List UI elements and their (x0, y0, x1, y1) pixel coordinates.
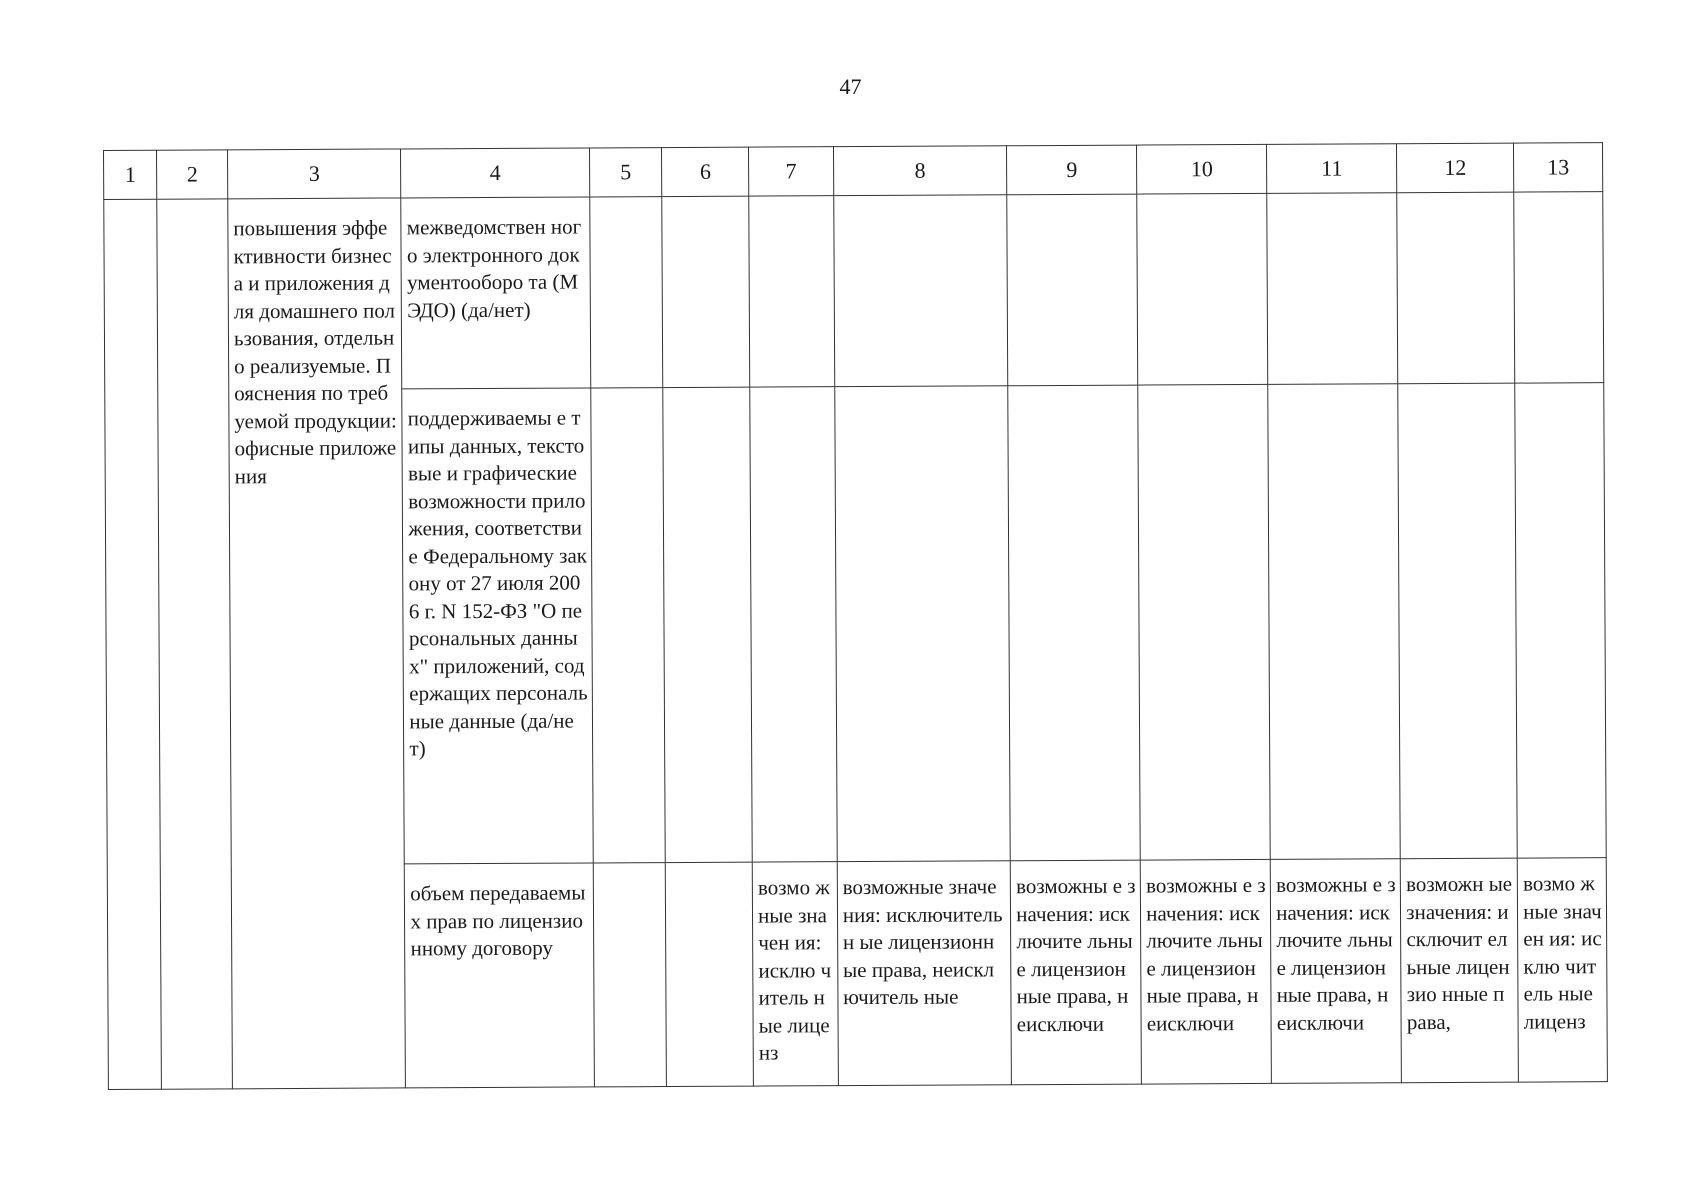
cell-col-11 (1267, 193, 1398, 385)
cell-col-8 (835, 386, 1011, 862)
header-col-13: 13 (1514, 143, 1603, 192)
value-cell-col-7 (752, 862, 838, 1086)
cell-col-12 (1397, 192, 1515, 384)
header-col-7: 7 (749, 147, 834, 196)
cell-col-5 (593, 863, 667, 1087)
header-col-6: 6 (662, 147, 749, 196)
header-col-11: 11 (1267, 144, 1397, 194)
value-text: возможны е значения: исключите льные лицензион ные права, неисключи (1015, 873, 1136, 1036)
cell-col-6 (663, 387, 752, 862)
cell-col-10 (1137, 193, 1268, 385)
cell-col-9 (1007, 194, 1138, 386)
value-text: возмо жные значен ия: исклю читель ные лиценз (1522, 871, 1602, 1034)
product-description-text: повышения эффективности бизнеса и приложения для домашнего пользования, отдельно реализуемые. Пояснения по требуемой продукции: офисные приложения (233, 215, 397, 488)
cell-col-11 (1268, 384, 1401, 860)
product-description-cell (228, 198, 406, 1089)
specification-table (103, 142, 1608, 1090)
header-col-5: 5 (589, 148, 662, 197)
header-col-10: 10 (1137, 144, 1267, 194)
cell-col-10 (1138, 384, 1271, 860)
header-col-2: 2 (157, 150, 228, 199)
header-col-4: 4 (401, 148, 590, 198)
header-col-8: 8 (833, 146, 1007, 196)
header-col-3: 3 (227, 149, 401, 199)
header-col-12: 12 (1397, 143, 1514, 193)
value-cell-col-12 (1400, 858, 1518, 1083)
cell-col-13 (1515, 383, 1606, 858)
value-text: возможны е значения: исключите льные лицензион ные права, неисключи (1276, 872, 1396, 1035)
cell-col-7 (749, 196, 835, 387)
cell-col-8 (834, 195, 1008, 387)
characteristic-cell (402, 388, 593, 864)
cell-col-2 (157, 199, 232, 1089)
cell-col-5 (590, 197, 664, 388)
table-row (104, 192, 1604, 391)
cell-col-9 (1008, 385, 1141, 861)
cell-col-6 (666, 862, 754, 1086)
characteristic-text: объем передаваемых прав по лицензионному договору (410, 880, 586, 961)
value-text: возможн ые значения: исключит ельные лицензио нные права, (1406, 871, 1513, 1034)
characteristic-cell (401, 197, 590, 389)
value-text: возможные значения: исключительн ые лицензионные права, неисключитель ные (842, 874, 1003, 1010)
cell-col-6 (662, 196, 750, 387)
value-cell-col-13 (1517, 858, 1607, 1082)
header-col-9: 9 (1007, 145, 1137, 195)
value-cell-col-11 (1270, 859, 1401, 1084)
characteristic-text: межведомствен ного электронного документооборо та (МЭДО) (да/нет) (406, 214, 582, 322)
cell-col-1 (104, 199, 162, 1089)
cell-col-13 (1514, 192, 1604, 383)
cell-col-7 (750, 387, 837, 862)
characteristic-text: поддерживаемы е типы данных, текстовые и графические возможности приложения, соответствие Федеральному закону от 27 июля 2006 г. N 152-ФЗ "О персональных данных" приложений, содержащих персональные данные (да/нет) (407, 405, 588, 761)
cell-col-5 (591, 388, 666, 863)
characteristic-cell (405, 863, 595, 1088)
page-number: 47 (839, 74, 862, 99)
cell-col-12 (1398, 383, 1517, 859)
value-cell-col-8 (837, 861, 1012, 1086)
value-cell-col-10 (1140, 859, 1271, 1084)
value-cell-col-9 (1010, 860, 1141, 1085)
value-text: возмо жные значен ия: исклю читель ные лиценз (757, 875, 832, 1065)
header-row (104, 143, 1603, 200)
value-text: возможны е значения: исключите льные лицензион ные права, неисключи (1146, 872, 1266, 1036)
header-col-1: 1 (104, 150, 158, 199)
